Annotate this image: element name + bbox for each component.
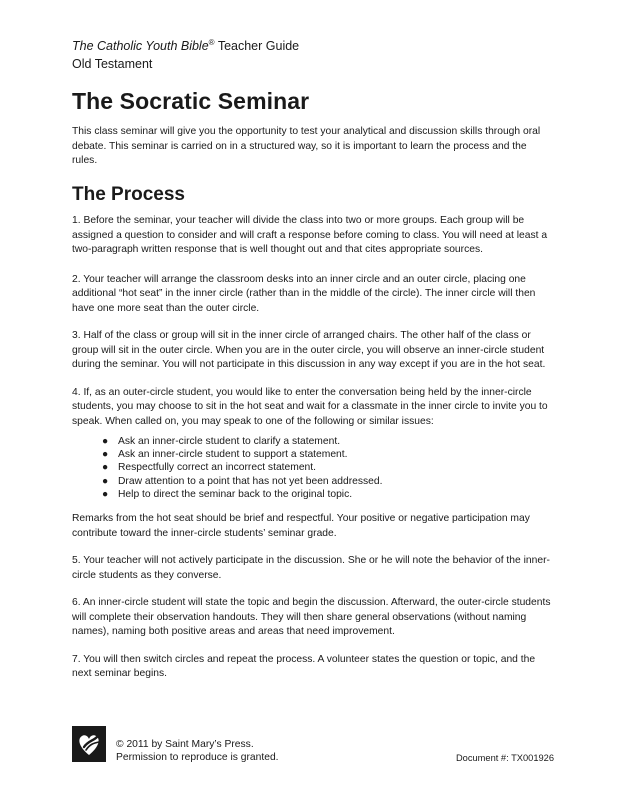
registered-mark: ® bbox=[208, 38, 215, 47]
bullet-icon: ● bbox=[102, 436, 109, 447]
copyright-text: © 2011 by Saint Mary’s Press. bbox=[116, 739, 254, 750]
permission-text: Permission to reproduce is granted. bbox=[116, 752, 279, 763]
bullet-icon: ● bbox=[102, 488, 109, 500]
step-4: 4. If, as an outer-circle student, you would like to enter the conversation being held by the inner-circle students, you may choose to sit in the hot seat and wait for a classmate in the inner circle to invite you to speak. When called on, you may speak to one of the following or similar issues: bbox=[72, 386, 548, 427]
step-6: 6. An inner-circle student will state the topic and begin the discussion. Afterward, the outer-circle students will complete their observation handouts. They will then share general observations (without naming names), naming both positive areas and areas that need improvement. bbox=[72, 597, 551, 638]
step-3: 3. Half of the class or group will sit in the inner circle of arranged chairs. The other half of the class or group will sit in the outer circle. When you are in the outer circle, you will observe an inner-circle student during the seminar. You will not participate in this discussion in any way except if you are in the hot seat. bbox=[72, 330, 546, 370]
issue-item bbox=[72, 475, 554, 488]
bullet-icon: ● bbox=[102, 462, 109, 474]
issue-text: Ask an inner-circle student to clarify a statement. bbox=[118, 436, 341, 447]
publisher-logo-icon bbox=[72, 726, 106, 762]
issue-item bbox=[72, 435, 554, 448]
page-title: The Socratic Seminar bbox=[72, 88, 310, 114]
process-steps bbox=[72, 214, 554, 695]
guide-label: Teacher Guide bbox=[214, 39, 300, 54]
copyright-block bbox=[116, 738, 279, 764]
page-footer bbox=[72, 726, 554, 770]
issue-item bbox=[72, 461, 554, 474]
issue-text: Respectfully correct an incorrect statement. bbox=[118, 462, 317, 474]
step-2: 2. Your teacher will arrange the classroom desks into an inner circle and an outer circle, placing one additional “hot seat” in the inner circle (rather than in the middle of the circle). The inner circle will then have one more seat than the outer circle. bbox=[72, 273, 536, 314]
section-heading: The Process bbox=[72, 184, 185, 205]
step-5: 5. Your teacher will not actively participate in the discussion. She or he will note the behavior of the inner-circle students as they converse. bbox=[72, 555, 550, 581]
issue-text: Ask an inner-circle student to support a statement. bbox=[118, 449, 348, 461]
step-1: 1. Before the seminar, your teacher will divide the class into two or more groups. Each group will be assigned a question to consider and will craft a response before coming to class. You will need at least a two-paragraph written response that is well thought out and that cites appropriate sources. bbox=[72, 215, 548, 255]
step-7: 7. You will then switch circles and repeat the process. A volunteer states the question or topic, and the next seminar begins. bbox=[72, 653, 536, 680]
bullet-icon: ● bbox=[102, 449, 109, 461]
header-subtitle: Old Testament bbox=[72, 57, 153, 72]
issue-item bbox=[72, 488, 554, 501]
issue-list bbox=[72, 435, 554, 501]
issue-text: Draw attention to a point that has not yet been addressed. bbox=[118, 475, 383, 487]
document-number: Document #: TX001926 bbox=[455, 753, 554, 763]
issue-text: Help to direct the seminar back to the original topic. bbox=[118, 488, 353, 500]
bullet-icon: ● bbox=[102, 475, 109, 487]
header-book-line bbox=[72, 34, 299, 55]
page-header bbox=[72, 34, 299, 73]
issue-item bbox=[72, 448, 554, 461]
book-title: The Catholic Youth Bible bbox=[72, 39, 209, 54]
remarks-paragraph: Remarks from the hot seat should be brief and respectful. Your positive or negative participation may contribute toward the inner-circle students’ seminar grade. bbox=[72, 513, 530, 539]
intro-paragraph: This class seminar will give you the opportunity to test your analytical and discussion skills through oral debate. This seminar is carried on in a structured way, so it is important to learn the process and the rules. bbox=[72, 126, 541, 166]
